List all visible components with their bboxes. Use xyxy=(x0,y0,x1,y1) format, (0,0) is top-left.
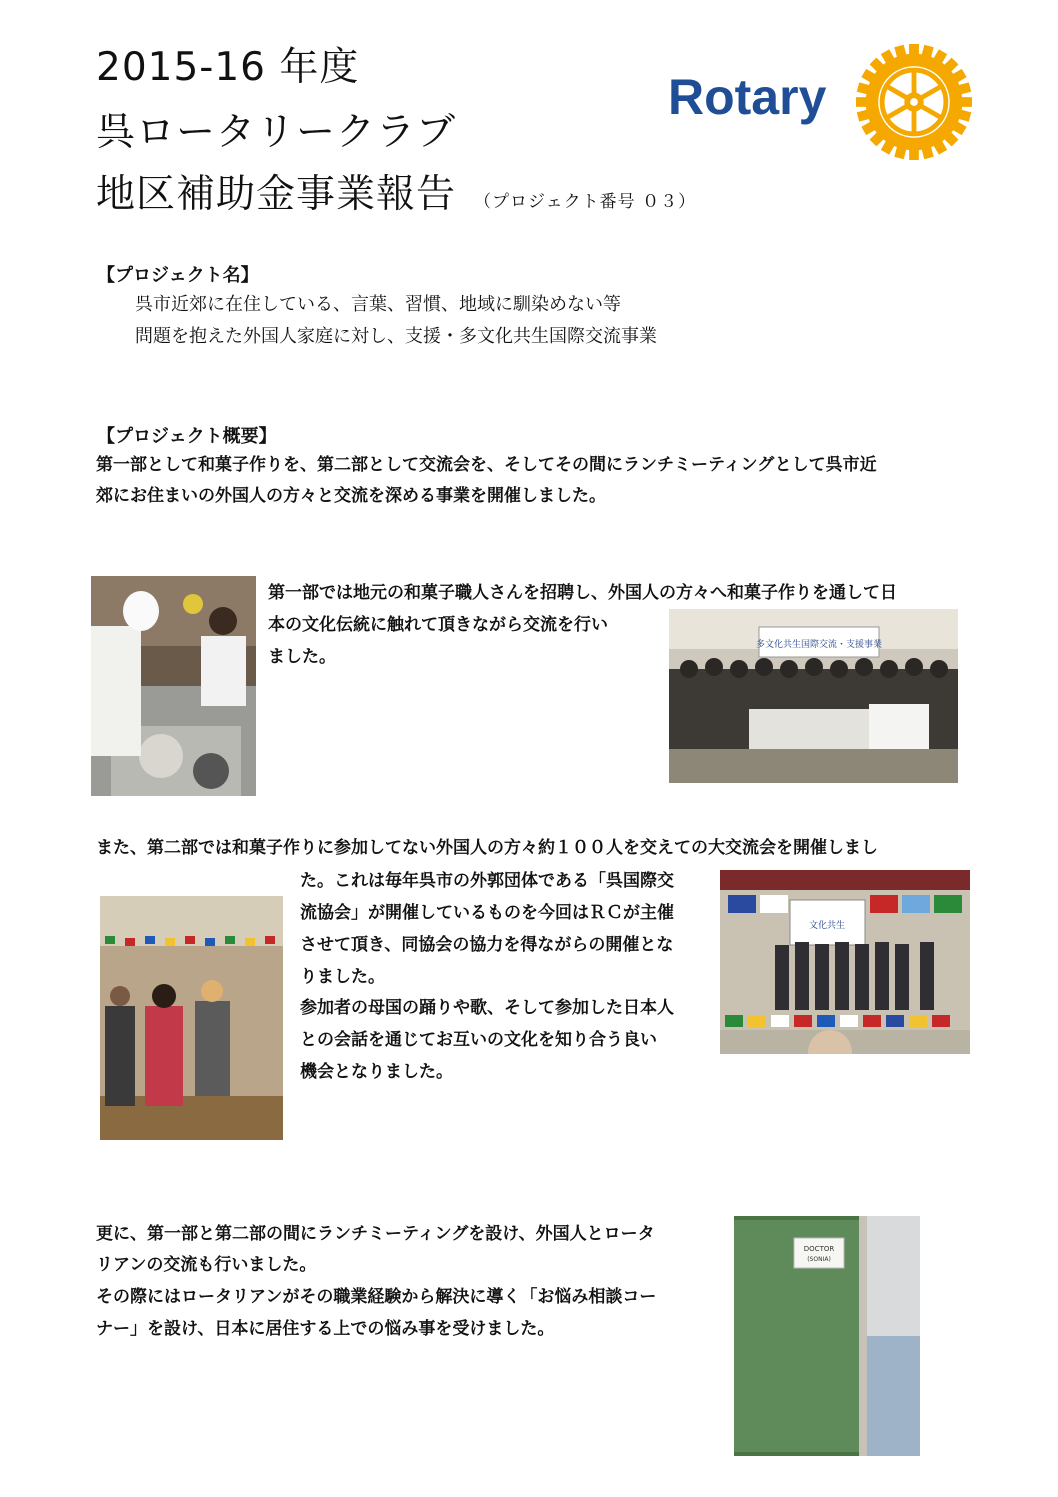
photo-party-dance xyxy=(100,896,283,1140)
section1-line1: 第一部では地元の和菓子職人さんを招聘し、外国人の方々へ和菓子作りを通して日 xyxy=(268,583,897,603)
rotary-logo-text: Rotary xyxy=(668,69,827,125)
section3-line3: その際にはロータリアンがその職業経験から解決に導く「お悩み相談コー xyxy=(96,1287,657,1307)
photo-wagashi-making xyxy=(91,576,256,796)
project-name-line1: 呉市近郊に在住している、言葉、習慣、地域に馴染めない等 xyxy=(135,294,621,315)
title-club: 呉ロータリークラブ xyxy=(96,110,457,155)
section2-line4: させて頂き、同協会の協力を得ながらの開催とな xyxy=(300,935,674,955)
banner-text: 多文化共生国際交流・支援事業 xyxy=(755,640,883,650)
photo-group-kitchen xyxy=(669,609,958,783)
section1-line3: ました。 xyxy=(268,647,336,667)
section3-line4: ナー」を設け、日本に居住する上での悩み事を受けました。 xyxy=(96,1319,555,1339)
doctor-sign-text: DOCTOR xyxy=(803,1245,835,1253)
overview-line1: 第一部として和菓子作りを、第二部として交流会を、そしてその間にランチミーティングとして呉市近 xyxy=(96,455,877,475)
photo-stage-group xyxy=(720,870,970,1054)
title-year: 2015-16 年度 xyxy=(96,45,360,90)
project-name-label: 【プロジェクト名】 xyxy=(97,265,259,286)
section2-line3: 流協会」が開催しているものを今回はＲＣが主催 xyxy=(300,903,674,923)
section2-line2: た。これは毎年呉市の外郭団体である「呉国際交 xyxy=(300,871,674,891)
overview-line2: 郊にお住まいの外国人の方々と交流を深める事業を開催しました。 xyxy=(96,486,606,506)
section2-line5: りました。 xyxy=(300,967,385,987)
overview-label: 【プロジェクト概要】 xyxy=(97,426,277,447)
section2-line1: また、第二部では和菓子作りに参加してない外国人の方々約１００人を交えての大交流会を開催しまし xyxy=(96,838,878,858)
title-report-text: 地区補助金事業報告 xyxy=(96,172,457,217)
section1-line2: 本の文化伝統に触れて頂きながら交流を行い xyxy=(268,615,608,635)
project-name-line2: 問題を抱えた外国人家庭に対し、支援・多文化共生国際交流事業 xyxy=(135,326,657,347)
section3-line2: リアンの交流も行いました。 xyxy=(96,1255,317,1275)
title-report xyxy=(96,172,697,217)
stage-banner-text: 文化共生 xyxy=(808,921,846,931)
section2-line8: 機会となりました。 xyxy=(300,1062,453,1082)
section3-line1: 更に、第一部と第二部の間にランチミーティングを設け、外国人とロータ xyxy=(96,1224,655,1244)
section2-line7: との会話を通じてお互いの文化を知り合う良い xyxy=(300,1030,657,1050)
doctor-sign-subtext: (SONIA) xyxy=(807,1256,831,1263)
section2-line6: 参加者の母国の踊りや歌、そして参加した日本人 xyxy=(300,998,674,1018)
rotary-wheel-icon xyxy=(856,44,972,160)
photo-consultation-booth xyxy=(734,1216,920,1456)
project-number: （プロジェクト番号 ０３） xyxy=(474,192,697,212)
